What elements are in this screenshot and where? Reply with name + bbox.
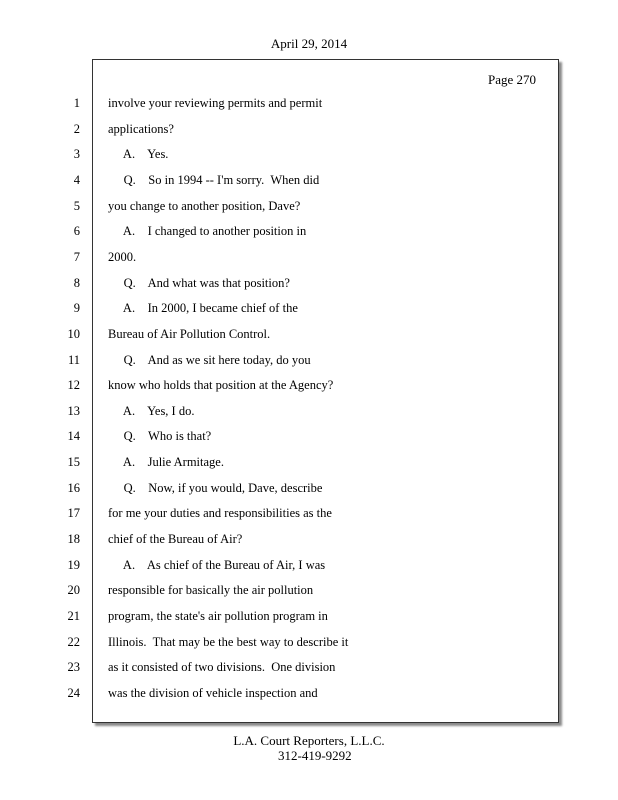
line-text: Q. And what was that position? <box>108 276 290 290</box>
line-text: chief of the Bureau of Air? <box>108 532 243 546</box>
line-text: program, the state's air pollution program in <box>108 609 328 623</box>
line-number: 15 <box>67 455 80 469</box>
line-text: A. Yes. <box>108 147 169 161</box>
line-text: A. Julie Armitage. <box>108 455 224 469</box>
line-text: was the division of vehicle inspection and <box>108 686 318 700</box>
line-number: 3 <box>73 147 80 161</box>
line-number: 2 <box>73 122 80 136</box>
line-text: A. As chief of the Bureau of Air, I was <box>108 558 326 572</box>
line-number: 6 <box>73 224 80 238</box>
line-text: for me your duties and responsibilities as the <box>108 506 332 520</box>
line-text: A. In 2000, I became chief of the <box>108 301 298 315</box>
line-number: 11 <box>67 353 80 367</box>
line-text: responsible for basically the air pollution <box>108 583 314 597</box>
line-text: Bureau of Air Pollution Control. <box>108 327 271 341</box>
line-text: Illinois. That may be the best way to describe it <box>108 635 349 649</box>
line-number: 19 <box>67 558 80 572</box>
line-text: know who holds that position at the Agency? <box>108 378 334 392</box>
line-number: 18 <box>67 532 80 546</box>
line-text: applications? <box>108 122 174 136</box>
line-text: Q. So in 1994 -- I'm sorry. When did <box>108 173 320 187</box>
line-text: Q. Who is that? <box>108 429 212 443</box>
line-number: 21 <box>67 609 80 623</box>
footer-company: L.A. Court Reporters, L.L.C. <box>233 733 385 748</box>
line-number: 4 <box>73 173 80 187</box>
line-number: 22 <box>67 635 80 649</box>
line-text: you change to another position, Dave? <box>108 199 301 213</box>
header-date: April 29, 2014 <box>270 36 348 51</box>
line-number: 23 <box>67 660 80 674</box>
line-number: 8 <box>73 276 80 290</box>
line-text: as it consisted of two divisions. One division <box>108 660 336 674</box>
line-number: 9 <box>73 301 80 315</box>
line-number: 1 <box>73 96 80 110</box>
line-number: 12 <box>67 378 80 392</box>
line-number: 20 <box>67 583 80 597</box>
line-number: 13 <box>67 404 80 418</box>
line-text: Q. Now, if you would, Dave, describe <box>108 481 323 495</box>
line-number: 16 <box>67 481 80 495</box>
page-number: Page 270 <box>487 72 536 87</box>
line-number: 17 <box>67 506 80 520</box>
line-text: A. Yes, I do. <box>108 404 195 418</box>
line-text: Q. And as we sit here today, do you <box>108 353 311 367</box>
footer-phone: 312-419-9292 <box>278 748 352 763</box>
line-number: 10 <box>67 327 80 341</box>
line-number: 7 <box>73 250 80 264</box>
line-text: 2000. <box>108 250 137 264</box>
line-number: 14 <box>67 429 80 443</box>
line-text: A. I changed to another position in <box>108 224 307 238</box>
line-number: 24 <box>67 686 80 700</box>
line-number: 5 <box>73 199 80 213</box>
line-text: involve your reviewing permits and permit <box>108 96 323 110</box>
